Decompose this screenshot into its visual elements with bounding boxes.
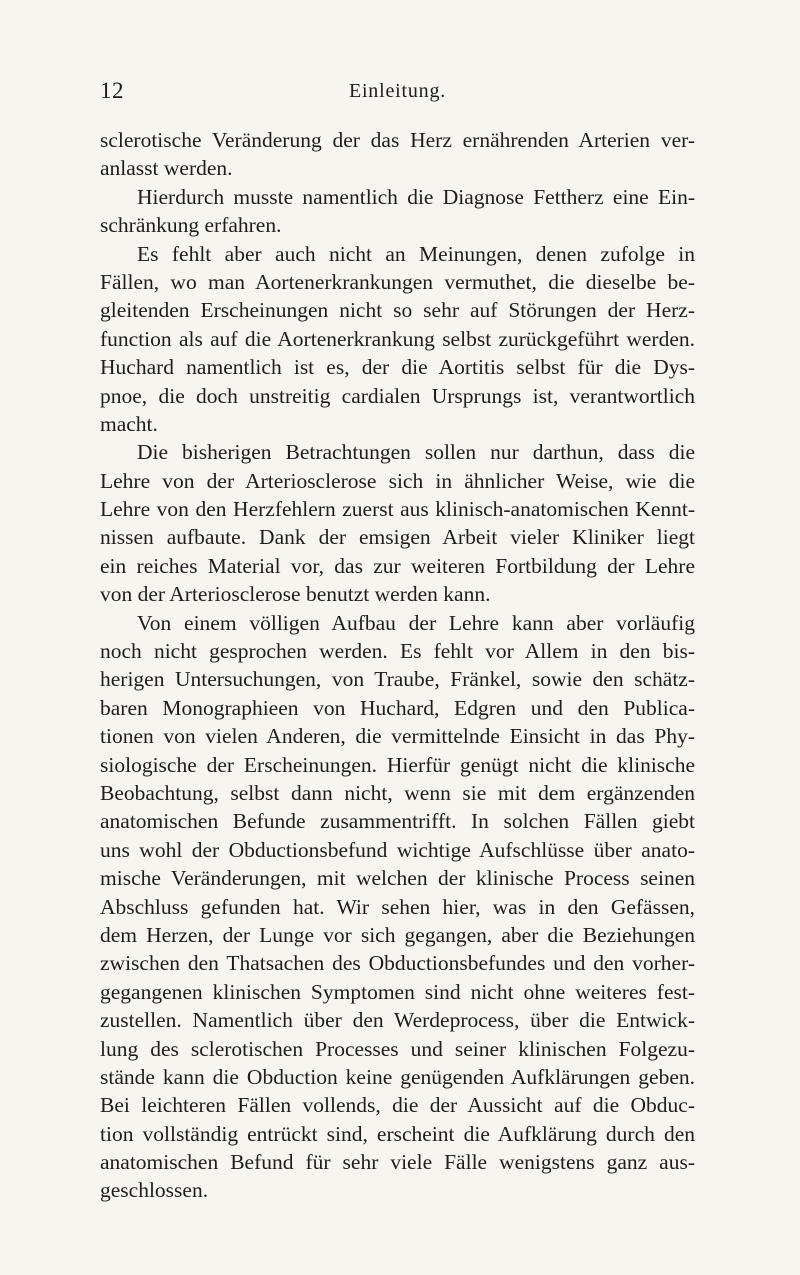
text-line: pnoe, die doch unstreitig cardialen Ursprungs ist, verantwortlich <box>100 383 695 408</box>
text-line: zwischen den Thatsachen des Obductionsbefundes und den vorher- <box>100 951 695 976</box>
text-line: tion vollständig entrückt sind, erscheint die Aufklärung durch den <box>100 1121 695 1146</box>
text-line: noch nicht gesprochen werden. Es fehlt vor Allem in den bis- <box>100 639 695 664</box>
text-line: anatomischen Befund für sehr viele Fälle wenigstens ganz aus- <box>100 1150 695 1175</box>
text-line: gegangenen klinischen Symptomen sind nicht ohne weiteres fest- <box>100 979 695 1004</box>
text-line: Beobachtung, selbst dann nicht, wenn sie mit dem ergänzenden <box>100 780 695 805</box>
text-line: anatomischen Befunde zusammentrifft. In solchen Fällen giebt <box>100 809 695 834</box>
text-line: zustellen. Namentlich über den Werdeprocess, über die Entwick- <box>100 1008 695 1033</box>
body-text <box>100 126 695 1205</box>
text-line: function als auf die Aortenerkrankung selbst zurückgeführt werden. <box>100 326 695 351</box>
text-line: nissen aufbaute. Dank der emsigen Arbeit vieler Kliniker liegt <box>100 525 695 550</box>
text-line: baren Monographieen von Huchard, Edgren und den Publica- <box>100 695 695 720</box>
text-line: Lehre von der Arteriosclerose sich in ähnlicher Weise, wie die <box>100 468 695 493</box>
text-line: sclerotische Veränderung der das Herz ernährenden Arterien ver- <box>100 128 695 152</box>
text-line: Lehre von den Herzfehlern zuerst aus klinisch-anatomischen Kennt- <box>100 497 695 522</box>
text-line: mische Veränderungen, mit welchen der klinische Process seinen <box>100 866 695 891</box>
text-line: schränkung erfahren. <box>100 213 282 238</box>
text-line: von der Arteriosclerose benutzt werden kann. <box>100 582 491 607</box>
text-line: tionen von vielen Anderen, die vermittelnde Einsicht in das Phy- <box>100 724 695 749</box>
text-line: Hierdurch musste namentlich die Diagnose Fettherz eine Ein- <box>137 184 695 209</box>
text-line: dem Herzen, der Lunge vor sich gegangen, aber die Beziehungen <box>100 922 695 947</box>
running-head: Einleitung. <box>348 80 447 102</box>
page-number: 12 <box>100 78 124 103</box>
text-line: anlasst werden. <box>100 156 233 181</box>
text-line: gleitenden Erscheinungen nicht so sehr auf Störungen der Herz- <box>100 298 695 323</box>
text-line: stände kann die Obduction keine genügenden Aufklärungen geben. <box>100 1064 695 1089</box>
text-line: Die bisherigen Betrachtungen sollen nur darthun, dass die <box>137 440 695 465</box>
text-line: macht. <box>100 411 158 436</box>
text-line: geschlossen. <box>100 1178 209 1203</box>
text-line: Huchard namentlich ist es, der die Aortitis selbst für die Dys- <box>100 355 695 380</box>
text-line: Es fehlt aber auch nicht an Meinungen, denen zufolge in <box>137 241 695 266</box>
text-line: Von einem völligen Aufbau der Lehre kann aber vorläufig <box>137 610 695 635</box>
text-line: herigen Untersuchungen, von Traube, Fränkel, sowie den schätz- <box>100 667 695 692</box>
text-line: lung des sclerotischen Processes und seiner klinischen Folgezu- <box>100 1036 695 1061</box>
text-line: uns wohl der Obductionsbefund wichtige Aufschlüsse über anato- <box>100 837 695 862</box>
text-line: Abschluss gefunden hat. Wir sehen hier, was in den Gefässen, <box>100 894 695 919</box>
text-line: siologische der Erscheinungen. Hierfür genügt nicht die klinische <box>100 752 695 777</box>
text-line: Bei leichteren Fällen vollends, die der Aussicht auf die Obduc- <box>100 1093 695 1118</box>
page-header <box>100 78 695 108</box>
text-line: Fällen, wo man Aortenerkrankungen vermuthet, die dieselbe be- <box>100 269 695 294</box>
text-line: ein reiches Material vor, das zur weiteren Fortbildung der Lehre <box>100 553 695 578</box>
